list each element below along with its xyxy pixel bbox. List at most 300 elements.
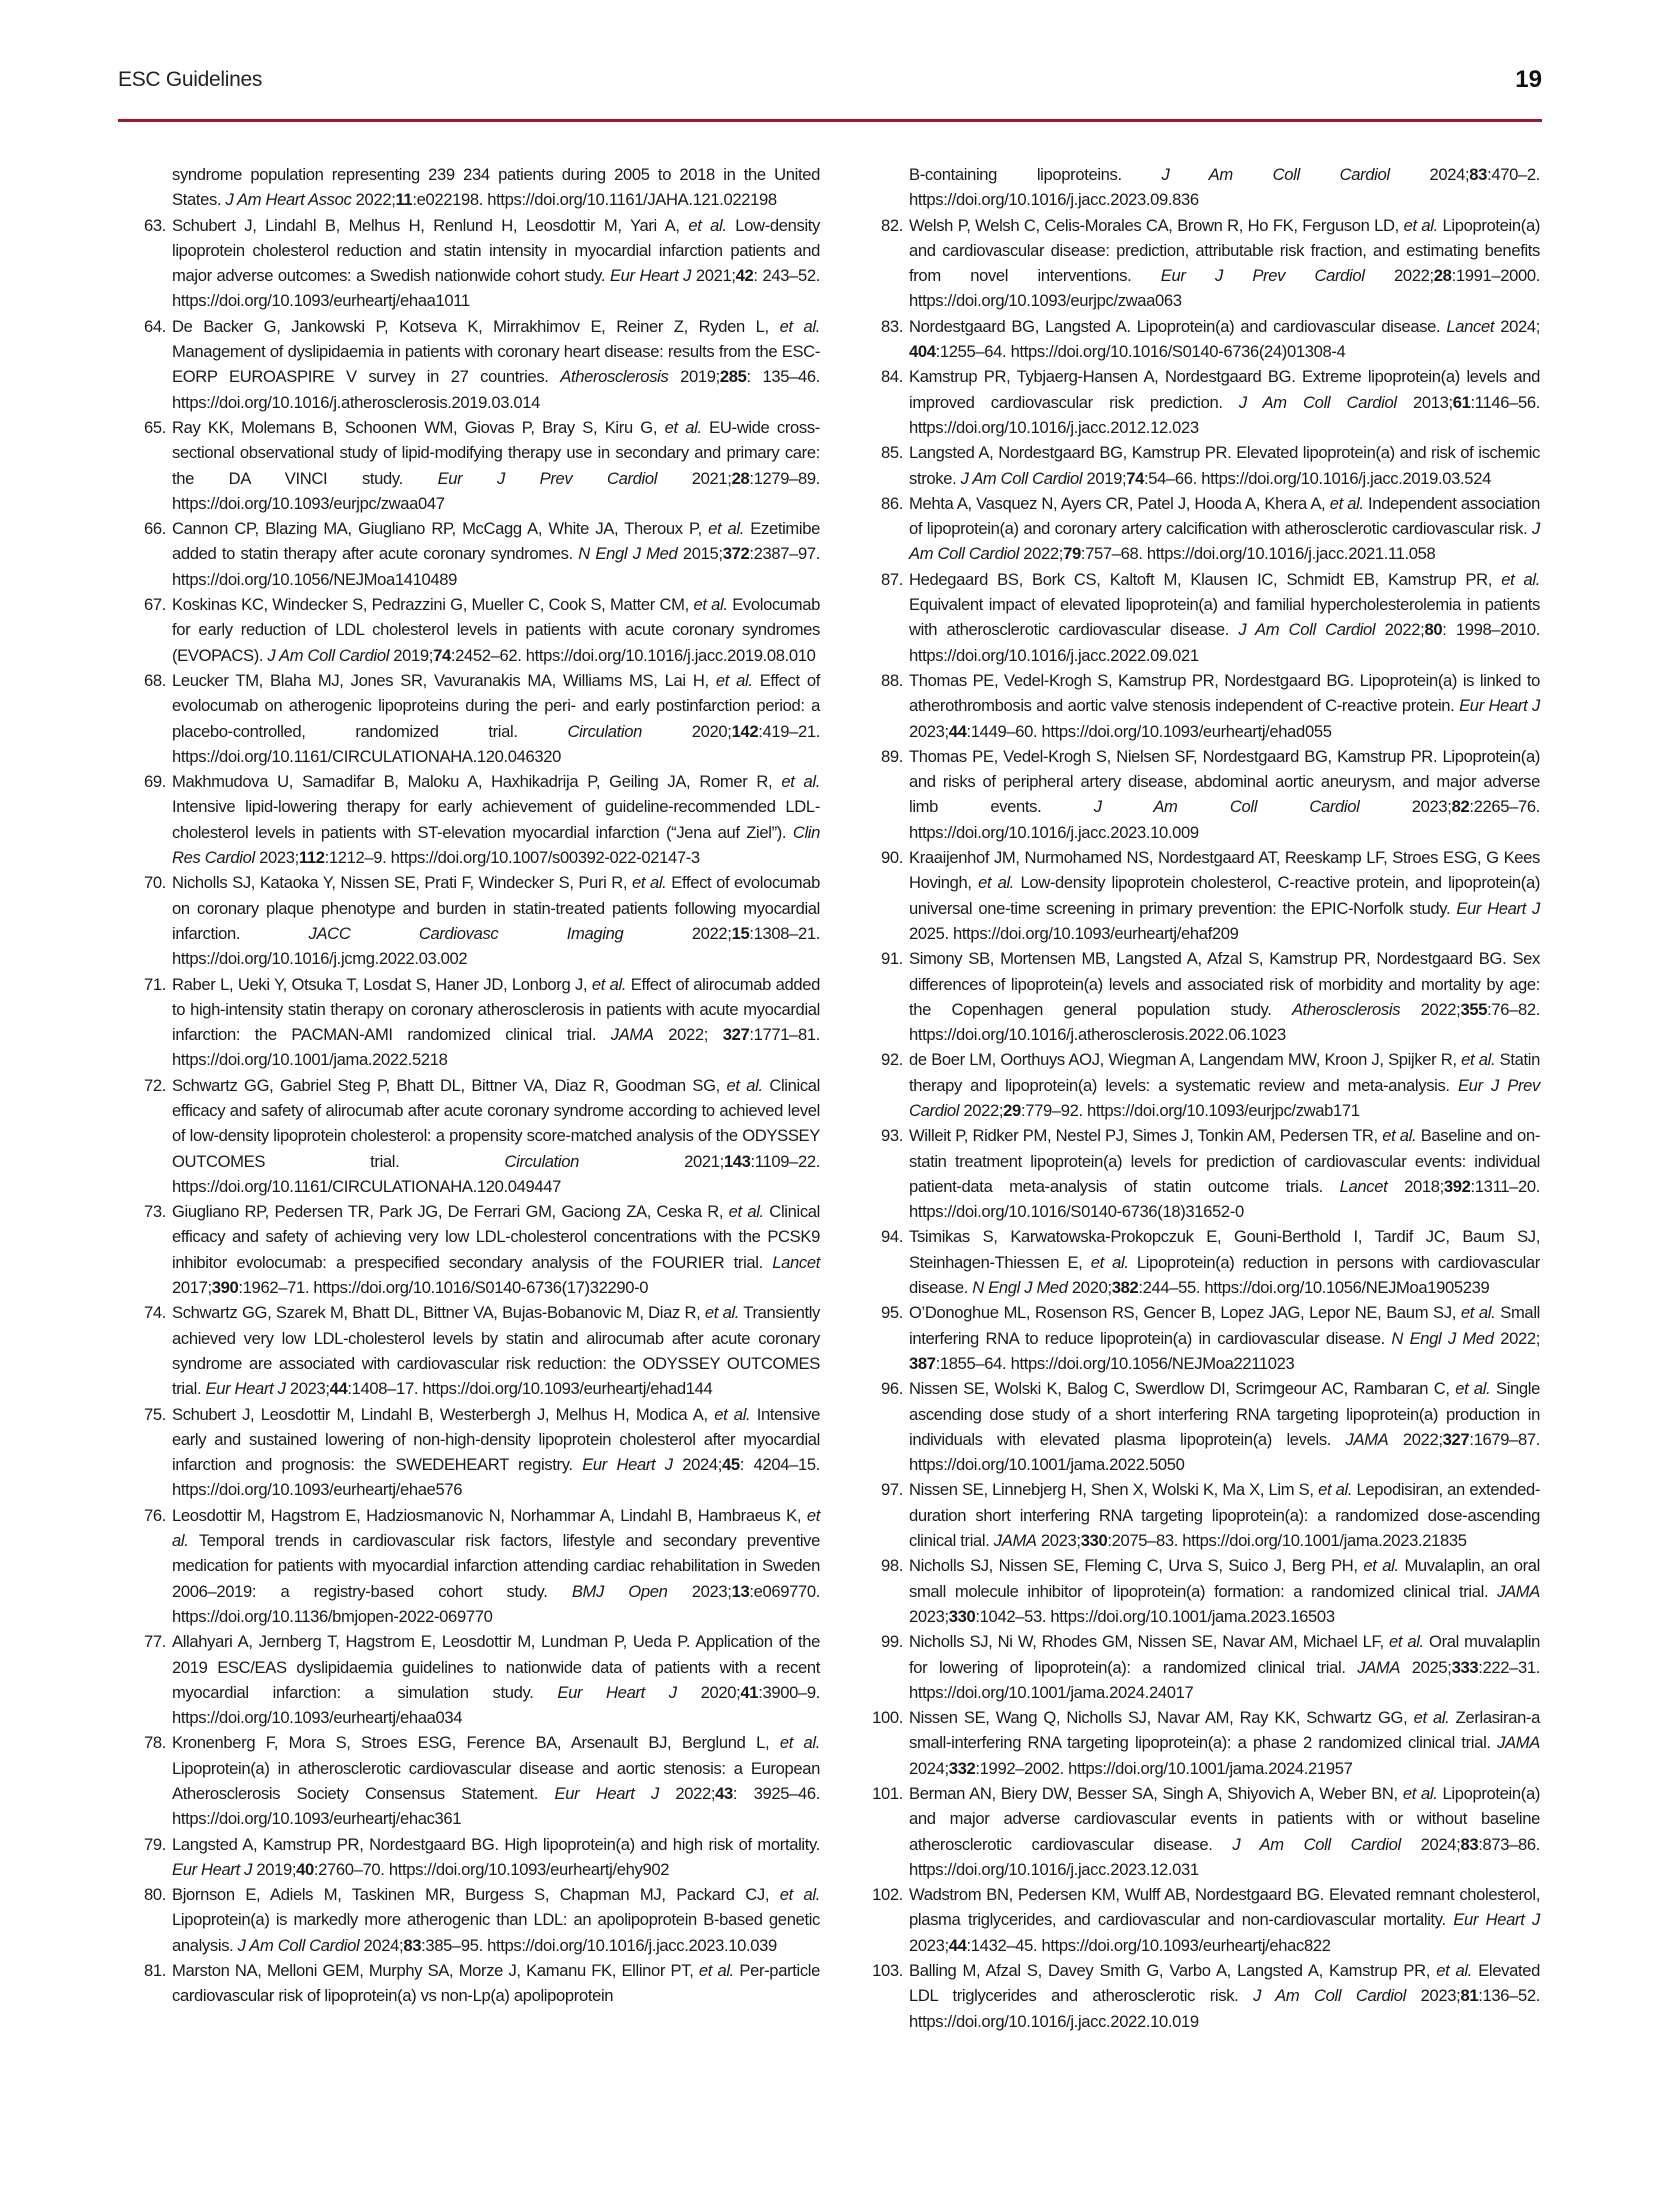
reference-text: 2023; — [1359, 797, 1452, 817]
reference-text: Management of dyslipidaemia in patients with coronary heart disease: results from the ESC-EORP EUROASPIRE V survey in 27 countries. — [172, 342, 820, 387]
reference-number: 95. — [880, 1303, 903, 1323]
reference-text: :222–31. https://doi.org/10.1001/jama.2024.24017 — [909, 1657, 1540, 1702]
reference-text: 2022; — [1400, 999, 1461, 1019]
volume-number: 61 — [1452, 392, 1471, 412]
reference-text: 2023; — [909, 1606, 949, 1626]
reference-text: Lipoprotein(a) in atherosclerotic cardiovascular disease and aortic stenosis: a European Atherosclerosis Society Consensus Statement. — [172, 1758, 820, 1803]
reference-text: Equivalent impact of elevated lipoprotein(a) and familial hypercholesterolemia in patients with atherosclerotic cardiovascular disease. — [909, 595, 1540, 640]
reference-text: 2019; — [668, 367, 720, 387]
reference-text: Kronenberg F, Mora S, Stroes ESG, Ference BA, Arsenault BJ, Berglund L, — [172, 1733, 780, 1753]
reference-text: 2025. https://doi.org/10.1093/eurheartj/ehaf209 — [909, 923, 1239, 943]
reference-text: Lepodisiran, an extended-duration short interfering RNA targeting lipoprotein(a): a randomized dose-ascending clinical trial. — [909, 1480, 1540, 1551]
reference-item — [855, 314, 1540, 365]
reference-item — [118, 972, 820, 1073]
reference-text: Clinical efficacy and safety of achieving very low LDL-cholesterol concentrations with the PCSK9 inhibitor evolocumab: a prespecified secondary analysis of the FOURIER trial. — [172, 1202, 820, 1272]
reference-text: Nissen SE, Wolski K, Balog C, Swerdlow DI, Scrimgeour AC, Rambaran C, — [909, 1379, 1456, 1399]
page-number: 19 — [1515, 66, 1542, 93]
reference-item — [118, 1730, 820, 1831]
journal-name: Eur Heart J — [609, 266, 692, 286]
reference-number: 102. — [872, 1885, 903, 1905]
reference-item — [118, 668, 820, 769]
reference-text: De Backer G, Jankowski P, Kotseva K, Mirrakhimov E, Reiner Z, Ryden L, — [172, 316, 780, 336]
reference-text: Lipoprotein(a) and major adverse cardiovascular events in patients with or without baseline atherosclerotic cardiovascular disease. — [909, 1784, 1540, 1854]
journal-name: Atherosclerosis — [1291, 999, 1401, 1019]
reference-text: Ray KK, Molemans B, Schoonen WM, Giovas P, Bray S, Kiru G, — [172, 417, 665, 437]
journal-name: JAMA — [993, 1531, 1037, 1551]
journal-name: Eur Heart J — [554, 1784, 659, 1803]
reference-number: 75. — [143, 1404, 166, 1424]
journal-name: J Am Coll Cardiol — [1238, 392, 1397, 412]
reference-item — [855, 1882, 1540, 1958]
reference-item — [855, 946, 1540, 1047]
reference-text: de Boer LM, Oorthuys AOJ, Wiegman A, Langendam MW, Kroon J, Spijker R, — [909, 1050, 1462, 1070]
volume-number: 74 — [433, 645, 451, 665]
reference-number: 66. — [143, 519, 166, 539]
reference-text: :2760–70. https://doi.org/10.1093/eurheartj/ehy902 — [313, 1859, 670, 1879]
journal-name: JAMA — [1497, 1581, 1540, 1601]
reference-text: 2024; — [359, 1935, 404, 1955]
journal-name: JAMA — [1357, 1657, 1401, 1677]
journal-name: et al. — [1090, 1252, 1129, 1272]
reference-item — [855, 491, 1540, 567]
reference-text: Hedegaard BS, Bork CS, Kaltoft M, Klausen IC, Schmidt EB, Kamstrup PR, — [909, 569, 1502, 589]
reference-text: Nordestgaard BG, Langsted A. Lipoprotein(a) and cardiovascular disease. — [909, 316, 1447, 336]
reference-item — [855, 1629, 1540, 1705]
reference-text: :1311–20. https://doi.org/10.1016/S0140-6736(18)31652-0 — [909, 1176, 1540, 1222]
reference-text: Thomas PE, Vedel-Krogh S, Kamstrup PR, Nordestgaard BG. Lipoprotein(a) is linked to atherothrombosis and aortic valve stenosis independent of C-reactive protein. — [909, 670, 1540, 716]
reference-text: 2021; — [691, 266, 736, 286]
reference-text: Clinical efficacy and safety of alirocumab after acute coronary syndrome according to achieved level of low-density lipoprotein cholesterol: a propensity score-matched analysis of the ODYSSEY OUTCOMES trial. — [172, 1075, 821, 1171]
journal-name: N Engl J Med — [578, 544, 678, 564]
journal-name: et al. — [172, 1505, 820, 1551]
journal-name: et al. — [693, 595, 728, 615]
running-title: ESC Guidelines — [118, 68, 263, 91]
reference-number: 94. — [880, 1227, 903, 1247]
volume-number: 143 — [723, 1151, 751, 1171]
volume-number: 80 — [1424, 620, 1443, 640]
reference-text: :1255–64. https://doi.org/10.1016/S0140-6736(24)01308-4 — [935, 342, 1346, 362]
reference-number: 98. — [880, 1556, 903, 1576]
reference-item — [855, 1224, 1540, 1300]
reference-text: 2022; — [351, 190, 396, 210]
reference-text: 2019; — [252, 1859, 297, 1879]
reference-text: Single ascending dose study of a short interfering RNA targeting lipoprotein(a) production in individuals with elevated plasma lipoprotein(a) levels. — [909, 1379, 1540, 1449]
volume-number: 355 — [1460, 999, 1488, 1019]
reference-text: Willeit P, Ridker PM, Nestel PJ, Simes J, Tonkin AM, Pedersen TR, — [909, 1126, 1383, 1146]
journal-name: N Engl J Med — [972, 1278, 1068, 1298]
journal-name: Circulation — [567, 721, 642, 741]
reference-item — [118, 415, 820, 516]
volume-number: 28 — [1433, 266, 1452, 286]
reference-text: :1991–2000. https://doi.org/10.1093/eurjpc/zwaa063 — [909, 266, 1540, 311]
reference-item — [855, 213, 1540, 314]
reference-text: 2022; — [1019, 544, 1064, 564]
reference-number: 63. — [143, 215, 166, 235]
reference-text: EU-wide cross-sectional observational study of lipid-modifying therapy use in secondary and primary care: the DA VINCI study. — [172, 417, 820, 488]
reference-text: :1432–45. https://doi.org/10.1093/eurheartj/ehac822 — [966, 1935, 1331, 1955]
reference-text: 2013; — [1396, 392, 1453, 412]
reference-item — [855, 1553, 1540, 1629]
reference-text: Kamstrup PR, Tybjaerg-Hansen A, Nordestgaard BG. Extreme lipoprotein(a) levels and improved cardiovascular risk prediction. — [909, 367, 1540, 412]
reference-number: 91. — [880, 949, 903, 969]
reference-text: Lipoprotein(a) and cardiovascular disease: prediction, attributable risk fraction, and estimating benefits from novel interventions. — [909, 215, 1540, 286]
reference-number: 92. — [880, 1050, 903, 1070]
reference-text: 2023; — [1036, 1531, 1081, 1551]
reference-text: :e022198. https://doi.org/10.1161/JAHA.121.022198 — [412, 190, 777, 210]
volume-number: 44 — [329, 1379, 348, 1399]
reference-number: 79. — [143, 1834, 166, 1854]
journal-name: J Am Coll Cardiol — [1161, 165, 1390, 184]
reference-item — [855, 440, 1540, 491]
reference-number: 65. — [143, 417, 166, 437]
reference-text: 2017; — [172, 1278, 212, 1298]
journal-name: et al. — [1460, 1303, 1496, 1323]
reference-number: 70. — [143, 873, 166, 893]
journal-name: J Am Coll Cardiol — [1253, 1986, 1406, 2006]
volume-number: 372 — [722, 544, 750, 564]
reference-text: Muvalaplin, an oral small molecule inhibitor of lipoprotein(a) formation: a randomized clinical trial. — [909, 1556, 1540, 1601]
volume-number: 82 — [1451, 797, 1470, 817]
reference-text: 2024; — [909, 1758, 949, 1778]
reference-item — [118, 1958, 820, 2009]
reference-text: :757–68. https://doi.org/10.1016/j.jacc.2021.11.058 — [1080, 544, 1436, 564]
reference-item — [855, 1477, 1540, 1553]
reference-text: Wadstrom BN, Pedersen KM, Wulff AB, Nordestgaard BG. Elevated remnant cholesterol, plasma triglycerides, and cardiovascular and non-cardiovascular mortality. — [909, 1885, 1540, 1930]
journal-name: et al. — [704, 1303, 740, 1323]
reference-item — [118, 213, 820, 314]
reference-number: 80. — [143, 1885, 166, 1905]
reference-number: 90. — [880, 848, 903, 868]
reference-item — [855, 1958, 1540, 2034]
reference-text: Schwartz GG, Szarek M, Bhatt DL, Bittner VA, Bujas-Bobanovic M, Diaz R, — [172, 1303, 705, 1323]
volume-number: 330 — [1080, 1531, 1108, 1551]
reference-text: :1449–60. https://doi.org/10.1093/eurheartj/ehad055 — [966, 721, 1332, 741]
reference-text: :2265–76. https://doi.org/10.1016/j.jacc.2023.10.009 — [909, 797, 1540, 842]
journal-name: et al. — [1329, 493, 1364, 513]
journal-name: et al. — [1413, 1708, 1450, 1728]
running-header — [118, 68, 1542, 98]
reference-item — [855, 1047, 1540, 1123]
reference-text: Mehta A, Vasquez N, Ayers CR, Patel J, Hooda A, Khera A, — [909, 493, 1330, 513]
journal-name: Eur Heart J — [557, 1682, 677, 1702]
reference-number: 89. — [880, 746, 903, 766]
journal-name: et al. — [1461, 1050, 1496, 1070]
reference-item — [118, 1402, 820, 1503]
journal-name: J Am Coll Cardiol — [909, 519, 1540, 564]
reference-text: Nissen SE, Linnebjerg H, Shen X, Wolski K, Ma X, Lim S, — [909, 1480, 1319, 1500]
journal-name: J Am Coll Cardiol — [960, 468, 1083, 488]
volume-number: 79 — [1063, 544, 1081, 564]
reference-text: :1146–56. https://doi.org/10.1016/j.jacc.2012.12.023 — [909, 392, 1540, 437]
journal-name: Eur Heart J — [1456, 898, 1540, 918]
reference-text: :2452–62. https://doi.org/10.1016/j.jacc.2019.08.010 — [450, 645, 816, 665]
journal-name: et al. — [688, 215, 727, 235]
reference-text: 2022; — [1375, 620, 1425, 640]
reference-text: Cannon CP, Blazing MA, Giugliano RP, McCagg A, White JA, Theroux P, — [172, 519, 709, 539]
reference-number: 72. — [143, 1075, 166, 1095]
volume-number: 29 — [1003, 1100, 1021, 1120]
journal-name: et al. — [714, 1404, 751, 1424]
reference-number: 84. — [880, 367, 903, 387]
reference-text: Baseline and on-statin treatment lipoprotein(a) levels for prediction of cardiovascular events: individual patient-data meta-analysis of statin outcome trials. — [909, 1126, 1540, 1196]
volume-number: 333 — [1451, 1657, 1479, 1677]
journal-name: et al. — [728, 1202, 764, 1222]
reference-item — [118, 1073, 820, 1199]
reference-text: Berman AN, Biery DW, Besser SA, Singh A, Shiyovich A, Weber BN, — [909, 1784, 1403, 1803]
reference-number: 96. — [880, 1379, 903, 1399]
reference-text: :1679–87. https://doi.org/10.1001/jama.2022.5050 — [909, 1429, 1540, 1475]
journal-name: et al. — [632, 873, 667, 893]
journal-name: Atherosclerosis — [560, 367, 669, 387]
journal-name: et al. — [1318, 1480, 1353, 1500]
volume-number: 390 — [211, 1278, 239, 1298]
journal-name: et al. — [1436, 1961, 1473, 1981]
reference-item — [855, 1123, 1540, 1224]
reference-item — [855, 567, 1540, 668]
reference-text: 2022; — [1493, 1328, 1540, 1348]
journal-name: J Am Coll Cardiol — [237, 1935, 360, 1955]
reference-text: Zerlasiran-a small-interfering RNA targeting lipoprotein(a): a phase 2 randomized clinical trial. — [909, 1708, 1541, 1753]
journal-name: et al. — [1455, 1379, 1491, 1399]
reference-text: Lipoprotein(a) is markedly more atherogenic than LDL: an apolipoprotein B-based genetic analysis. — [172, 1910, 820, 1955]
reference-text: Koskinas KC, Windecker S, Pedrazzini G, Mueller C, Cook S, Matter CM, — [172, 595, 694, 615]
reference-text: Welsh P, Welsh C, Celis-Morales CA, Brown R, Ho FK, Ferguson LD, — [909, 215, 1404, 235]
volume-number: 15 — [731, 923, 750, 943]
reference-text: Leosdottir M, Hagstrom E, Hadziosmanovic N, Norhammar A, Lindahl B, Hambraeus K, — [172, 1505, 807, 1525]
journal-name: Eur Heart J — [1459, 696, 1540, 716]
reference-number: 88. — [880, 670, 903, 690]
reference-text: 2021; — [657, 468, 732, 488]
reference-text: 2023; — [909, 1935, 949, 1955]
reference-text: :1855–64. https://doi.org/10.1056/NEJMoa2211023 — [935, 1353, 1295, 1373]
reference-text: :3900–9. https://doi.org/10.1093/eurheartj/ehaa034 — [172, 1682, 820, 1728]
reference-column-right — [855, 162, 1540, 2034]
reference-text: Small interfering RNA to reduce lipoprotein(a) in cardiovascular disease. — [909, 1303, 1540, 1348]
reference-text: Marston NA, Melloni GEM, Murphy SA, Morze J, Kamanu FK, Ellinor PT, — [172, 1961, 699, 1981]
volume-number: 332 — [948, 1758, 976, 1778]
reference-number: 67. — [143, 595, 166, 615]
reference-item — [118, 592, 820, 668]
volume-number: 83 — [403, 1935, 422, 1955]
reference-number: 101. — [872, 1784, 903, 1803]
reference-text: Makhmudova U, Samadifar B, Maloku A, Haxhikadrija P, Geiling JA, Romer R, — [172, 772, 782, 792]
reference-text: 2024; — [1494, 316, 1540, 336]
reference-text: :470–2. https://doi.org/10.1016/j.jacc.2023.09.836 — [909, 165, 1540, 210]
reference-item — [118, 769, 820, 870]
reference-text: :873–86. https://doi.org/10.1016/j.jacc.2023.12.031 — [909, 1834, 1541, 1879]
reference-text: Oral muvalaplin for lowering of lipoprotein(a): a randomized clinical trial. — [909, 1632, 1540, 1677]
reference-item — [855, 1300, 1540, 1376]
journal-name: et al. — [726, 1075, 763, 1095]
reference-column-left — [118, 162, 820, 2009]
volume-number: 45 — [722, 1455, 740, 1475]
reference-text: : 243–52. https://doi.org/10.1093/eurheartj/ehaa1011 — [172, 266, 820, 311]
reference-text: Effect of evolocumab on coronary plaque phenotype and burden in statin-treated patients following myocardial infarction. — [172, 873, 821, 943]
reference-text: 2024; — [672, 1455, 723, 1475]
reference-text: 2025; — [1400, 1657, 1452, 1677]
reference-text: Allahyari A, Jernberg T, Hagstrom E, Leosdottir M, Lundman P, Ueda P. Application of the 2019 ESC/EAS dyslipidaemia guidelines to nationwide data of patients with a recent myocardial infarction: a simulation study. — [172, 1632, 820, 1702]
volume-number: 382 — [1111, 1278, 1139, 1298]
volume-number: 81 — [1460, 1986, 1479, 2006]
reference-text: 2023; — [667, 1581, 732, 1601]
reference-item — [118, 1300, 820, 1401]
reference-text: :54–66. https://doi.org/10.1016/j.jacc.2019.03.524 — [1144, 468, 1491, 488]
journal-name: Eur Heart J — [205, 1379, 286, 1399]
reference-text: Low-density lipoprotein cholesterol, C-reactive protein, and lipoprotein(a) universal one-time screening in primary prevention: the EPIC-Norfolk study. — [909, 873, 1541, 918]
reference-number: 77. — [143, 1632, 166, 1652]
volume-number: 327 — [1442, 1429, 1470, 1449]
reference-text: Intensive early and sustained lowering of non-high-density lipoprotein cholesterol after myocardial infarction and prognosis: the SWEDEHEART registry. — [172, 1404, 821, 1475]
reference-text: 2020; — [641, 721, 732, 741]
reference-item — [118, 1882, 820, 1958]
reference-text: :1279–89. https://doi.org/10.1093/eurjpc/zwaa047 — [172, 468, 820, 513]
reference-item — [855, 1705, 1540, 1781]
reference-text: Statin therapy and lipoprotein(a) levels: a systematic review and meta-analysis. — [909, 1050, 1540, 1095]
journal-name: et al. — [779, 1733, 821, 1753]
reference-text: 2022; — [658, 1784, 716, 1803]
reference-text: O’Donoghue ML, Rosenson RS, Gencer B, Lopez JAG, Lepor NE, Baum SJ, — [909, 1303, 1461, 1323]
reference-text: 2021; — [579, 1151, 724, 1171]
reference-text: Tsimikas S, Karwatowska-Prokopczuk E, Gouni-Berthold I, Tardif JC, Baum SJ, Steinhagen-Thiessen E, — [909, 1227, 1540, 1272]
reference-text: Nissen SE, Wang Q, Nicholls SJ, Navar AM, Ray KK, Schwartz GG, — [909, 1708, 1414, 1728]
reference-text: 2023; — [285, 1379, 330, 1399]
journal-name: Lancet — [1339, 1176, 1388, 1196]
journal-name: et al. — [978, 873, 1015, 893]
reference-item — [855, 364, 1540, 440]
reference-text: Low-density lipoprotein cholesterol reduction and statin intensity in myocardial infarction patients and major adverse outcomes: a Swedish nationwide cohort study. — [172, 215, 820, 286]
reference-number: 97. — [880, 1480, 903, 1500]
reference-text: Simony SB, Mortensen MB, Langsted A, Afzal S, Kamstrup PR, Nordestgaard BG. Sex differences of lipoprotein(a) levels and associated risk of morbidity and mortality by age: the Copenhagen general population study. — [909, 949, 1540, 1019]
reference-text: :1962–71. https://doi.org/10.1016/S0140-6736(17)32290-0 — [238, 1278, 649, 1298]
volume-number: 11 — [395, 190, 413, 210]
reference-text: 2023; — [254, 848, 299, 868]
journal-name: et al. — [698, 1961, 734, 1981]
reference-number: 93. — [880, 1126, 903, 1146]
reference-text: 2022; — [959, 1100, 1004, 1120]
reference-number: 74. — [143, 1303, 166, 1323]
reference-item — [118, 516, 820, 592]
reference-text: Effect of alirocumab added to high-intensity statin therapy on coronary atherosclerosis in patients with acute myocardial infarction: the PACMAN-AMI randomized clinical trial. — [172, 974, 820, 1045]
reference-item — [118, 1503, 820, 1629]
reference-text: Langsted A, Nordestgaard BG, Kamstrup PR. Elevated lipoprotein(a) and risk of ischemic stroke. — [909, 443, 1540, 488]
reference-number: 68. — [143, 670, 166, 690]
reference-number: 100. — [872, 1708, 903, 1728]
reference-text: 2023; — [909, 721, 949, 741]
reference-text: :1308–21. https://doi.org/10.1016/j.jcmg.2022.03.002 — [172, 923, 820, 969]
reference-text: Transiently achieved very low LDL-cholesterol levels by statin and alirocumab after acute coronary syndrome are associated with cardiovascular risk reduction: the ODYSSEY OUTCOMES trial. — [172, 1303, 820, 1399]
reference-text: Giugliano RP, Pedersen TR, Park JG, De Ferrari GM, Gaciong ZA, Ceska R, — [172, 1202, 729, 1222]
volume-number: 83 — [1469, 165, 1488, 184]
volume-number: 41 — [740, 1682, 759, 1702]
volume-number: 392 — [1443, 1176, 1471, 1196]
reference-text: Schwartz GG, Gabriel Steg P, Bhatt DL, Bittner VA, Diaz R, Goodman SG, — [172, 1075, 727, 1095]
reference-text: :779–92. https://doi.org/10.1093/eurjpc/zwab171 — [1020, 1100, 1360, 1120]
reference-item — [855, 1376, 1540, 1477]
reference-text: 2018; — [1387, 1176, 1444, 1196]
reference-text: :136–52. https://doi.org/10.1016/j.jacc.2022.10.019 — [909, 1986, 1541, 2031]
reference-item — [118, 314, 820, 415]
reference-text: : 1998–2010. https://doi.org/10.1016/j.jacc.2022.09.021 — [909, 620, 1540, 665]
journal-name: J Am Coll Cardiol — [1238, 620, 1376, 640]
volume-number: 44 — [948, 721, 967, 741]
volume-number: 43 — [715, 1784, 733, 1803]
volume-number: 28 — [731, 468, 750, 488]
reference-text: Bjornson E, Adiels M, Taskinen MR, Burgess S, Chapman MJ, Packard CJ, — [172, 1885, 780, 1905]
journal-name: Clin Res Cardiol — [172, 822, 820, 868]
journal-name: Circulation — [504, 1151, 580, 1171]
journal-name: et al. — [591, 974, 627, 994]
reference-number: 64. — [143, 316, 166, 336]
reference-text: Nicholls SJ, Kataoka Y, Nissen SE, Prati F, Windecker S, Puri R, — [172, 873, 633, 893]
volume-number: 404 — [909, 342, 936, 362]
reference-text: Elevated LDL triglycerides and atherosclerotic risk. — [909, 1961, 1540, 2006]
reference-text: Intensive lipid-lowering therapy for early achievement of guideline-recommended LDL-cholesterol levels in patients with ST-elevation myocardial infarction (“Jena auf Ziel”). — [172, 797, 820, 842]
journal-name: Lancet — [1446, 316, 1495, 336]
reference-text: Kraaijenhof JM, Nurmohamed NS, Nordestgaard AT, Reeskamp LF, Stroes ESG, G Kees Hovingh, — [909, 848, 1540, 893]
reference-text: Nicholls SJ, Nissen SE, Fleming C, Urva S, Suico J, Berg PH, — [909, 1556, 1364, 1576]
journal-name: et al. — [715, 670, 753, 690]
reference-number: 82. — [880, 215, 903, 235]
reference-text: 2020; — [1067, 1278, 1112, 1298]
reference-number: 103. — [872, 1961, 903, 1981]
reference-number: 69. — [143, 772, 166, 792]
reference-text: : 3925–46. https://doi.org/10.1093/eurheartj/ehac361 — [172, 1784, 821, 1829]
reference-item — [855, 744, 1540, 845]
volume-number: 42 — [735, 266, 754, 286]
journal-name: J Am Coll Cardiol — [267, 645, 390, 665]
reference-text: Effect of evolocumab on atherogenic lipoproteins during the peri- and early postinfarction period: a placebo-controlled, randomized trial. — [172, 670, 820, 741]
reference-number: 86. — [880, 493, 903, 513]
reference-item — [118, 870, 820, 971]
volume-number: 387 — [909, 1353, 936, 1373]
reference-continuation — [118, 162, 820, 213]
journal-name: et al. — [781, 772, 821, 792]
journal-name: Lancet — [772, 1252, 820, 1272]
journal-name: JACC Cardiovasc Imaging — [308, 923, 624, 943]
volume-number: 83 — [1460, 1834, 1479, 1854]
journal-name: N Engl J Med — [1391, 1328, 1494, 1348]
journal-name: et al. — [779, 1885, 821, 1905]
reference-text: 2022; — [653, 1025, 723, 1045]
journal-name: Eur Heart J — [172, 1859, 253, 1879]
journal-name: J Am Coll Cardiol — [1093, 797, 1360, 817]
reference-number: 71. — [143, 974, 166, 994]
reference-text: :419–21. https://doi.org/10.1161/CIRCULATIONAHA.120.046320 — [172, 721, 821, 766]
journal-name: JAMA — [1345, 1429, 1389, 1449]
journal-name: Eur J Prev Cardiol — [909, 1075, 1540, 1120]
reference-text: Schubert J, Lindahl B, Melhus H, Renlund H, Leosdottir M, Yari A, — [172, 215, 689, 235]
reference-text: Evolocumab for early reduction of LDL cholesterol levels in patients with acute coronary syndromes (EVOPACS). — [172, 595, 821, 665]
reference-text: 2015; — [677, 544, 723, 564]
reference-text: :1992–2002. https://doi.org/10.1001/jama.2024.21957 — [975, 1758, 1353, 1778]
reference-text: Balling M, Afzal S, Davey Smith G, Varbo A, Langsted A, Kamstrup PR, — [909, 1961, 1437, 1981]
reference-text: :2387–97. https://doi.org/10.1056/NEJMoa1410489 — [172, 544, 820, 589]
journal-name: Eur Heart J — [1453, 1910, 1540, 1930]
reference-text: 2020; — [676, 1682, 741, 1702]
volume-number: 40 — [296, 1859, 314, 1879]
reference-number: 76. — [143, 1505, 166, 1525]
reference-text: Per-particle cardiovascular risk of lipoprotein(a) vs non-Lp(a) apolipoprotein — [172, 1961, 821, 2006]
reference-text: :2075–83. https://doi.org/10.1001/jama.2023.21835 — [1107, 1531, 1467, 1551]
reference-text: :1771–81. https://doi.org/10.1001/jama.2022.5218 — [172, 1025, 820, 1070]
header-rule — [118, 119, 1542, 122]
volume-number: 74 — [1126, 468, 1145, 488]
reference-text: 2019; — [1082, 468, 1127, 488]
reference-text: 2022; — [1364, 266, 1434, 286]
journal-name: et al. — [664, 417, 702, 437]
reference-item — [118, 1629, 820, 1730]
reference-text: :385–95. https://doi.org/10.1016/j.jacc.2023.10.039 — [421, 1935, 777, 1955]
